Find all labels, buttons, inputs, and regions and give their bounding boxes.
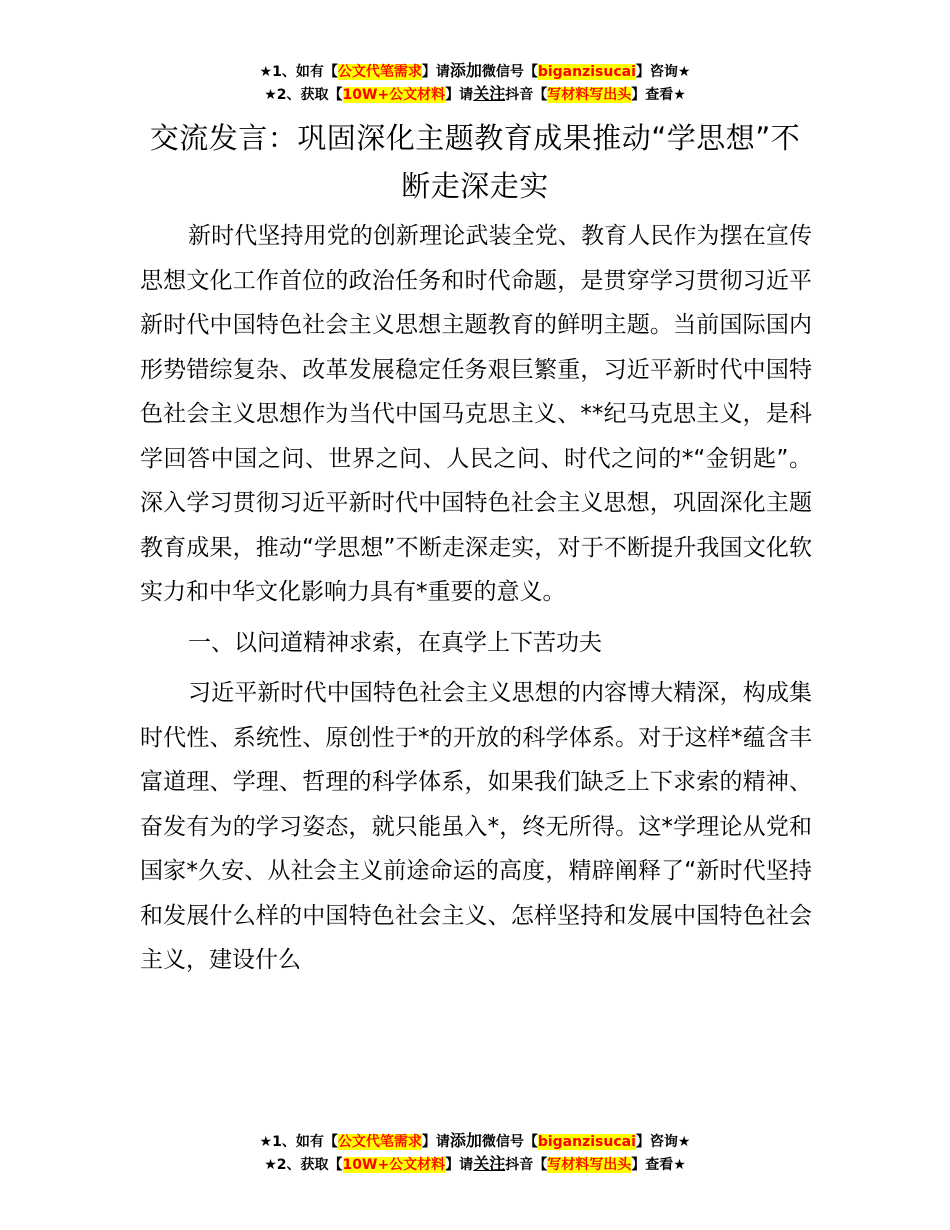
promo-text: 】请	[421, 64, 450, 80]
promo-text: ★2、获取【	[264, 87, 343, 103]
promo-text: 微信号【	[481, 64, 538, 80]
document-body	[140, 214, 812, 983]
promo-text: 抖音【	[505, 1157, 548, 1173]
promo-line-2	[0, 1153, 950, 1176]
promo-text: 】咨询★	[635, 64, 691, 80]
footer-promo-banner	[0, 1130, 950, 1176]
promo-text: 】查看★	[631, 87, 686, 103]
promo-douyin-id: 写材料写出头	[547, 1157, 632, 1173]
promo-text: ★2、获取【	[264, 1157, 343, 1173]
header-promo-banner	[0, 60, 950, 106]
promo-highlight: 公文代笔需求	[337, 1134, 422, 1150]
promo-text: 】请	[445, 87, 474, 103]
promo-wechat-id: biganzisucai	[537, 1134, 636, 1150]
promo-emphasis: 关注	[473, 1154, 506, 1173]
promo-highlight: 10W+公文材料	[342, 1157, 446, 1173]
promo-text: 】查看★	[631, 1157, 686, 1173]
body-paragraph: 习近平新时代中国特色社会主义思想的内容博大精深，构成集时代性、系统性、原创性于*的开放的科学体系。对于这样*蕴含丰富道理、学理、哲理的科学体系，如果我们缺乏上下求索的精神、奋发有为的学习姿态，就只能虽入*，终无所得。这*学理论从党和国家*久安、从社会主义前途命运的高度，精辟阐释了“新时代坚持和发展什么样的中国特色社会主义、怎样坚持和发展中国特色社会主义，建设什么	[140, 680, 812, 973]
promo-text: ★1、如有【	[259, 64, 338, 80]
promo-emphasis: 添加	[449, 61, 482, 80]
promo-line-1	[0, 60, 950, 83]
promo-emphasis: 添加	[449, 1131, 482, 1150]
promo-text: 】咨询★	[635, 1134, 691, 1150]
promo-text: 抖音【	[505, 87, 548, 103]
body-paragraph: 新时代坚持用党的创新理论武装全党、教育人民作为摆在宣传思想文化工作首位的政治任务和时代命题，是贯穿学习贯彻习近平新时代中国特色社会主义思想主题教育的鲜明主题。当前国际国内形势错综复杂、改革发展稳定任务艰巨繁重，习近平新时代中国特色社会主义思想作为当代中国马克思主义、**纪马克思主义，是科学回答中国之问、世界之问、人民之问、时代之问的*“金钥匙”。深入学习贯彻习近平新时代中国特色社会主义思想，巩固深化主题教育成果，推动“学思想”不断走深走实，对于不断提升我国文化软实力和中华文化影响力具有*重要的意义。	[140, 223, 812, 605]
section-heading: 一、以问道精神求索，在真学上下苦功夫	[188, 629, 602, 656]
promo-highlight: 公文代笔需求	[337, 64, 422, 80]
promo-douyin-id: 写材料写出头	[547, 87, 632, 103]
promo-text: ★1、如有【	[259, 1134, 338, 1150]
promo-wechat-id: biganzisucai	[537, 64, 636, 80]
promo-line-2	[0, 83, 950, 106]
promo-text: 】请	[445, 1157, 474, 1173]
promo-emphasis: 关注	[473, 84, 506, 103]
promo-line-1	[0, 1130, 950, 1153]
document-title: 交流发言：巩固深化主题教育成果推动“学思想”不断走深走实	[149, 121, 801, 203]
promo-text: 微信号【	[481, 1134, 538, 1150]
promo-text: 】请	[421, 1134, 450, 1150]
promo-highlight: 10W+公文材料	[342, 87, 446, 103]
